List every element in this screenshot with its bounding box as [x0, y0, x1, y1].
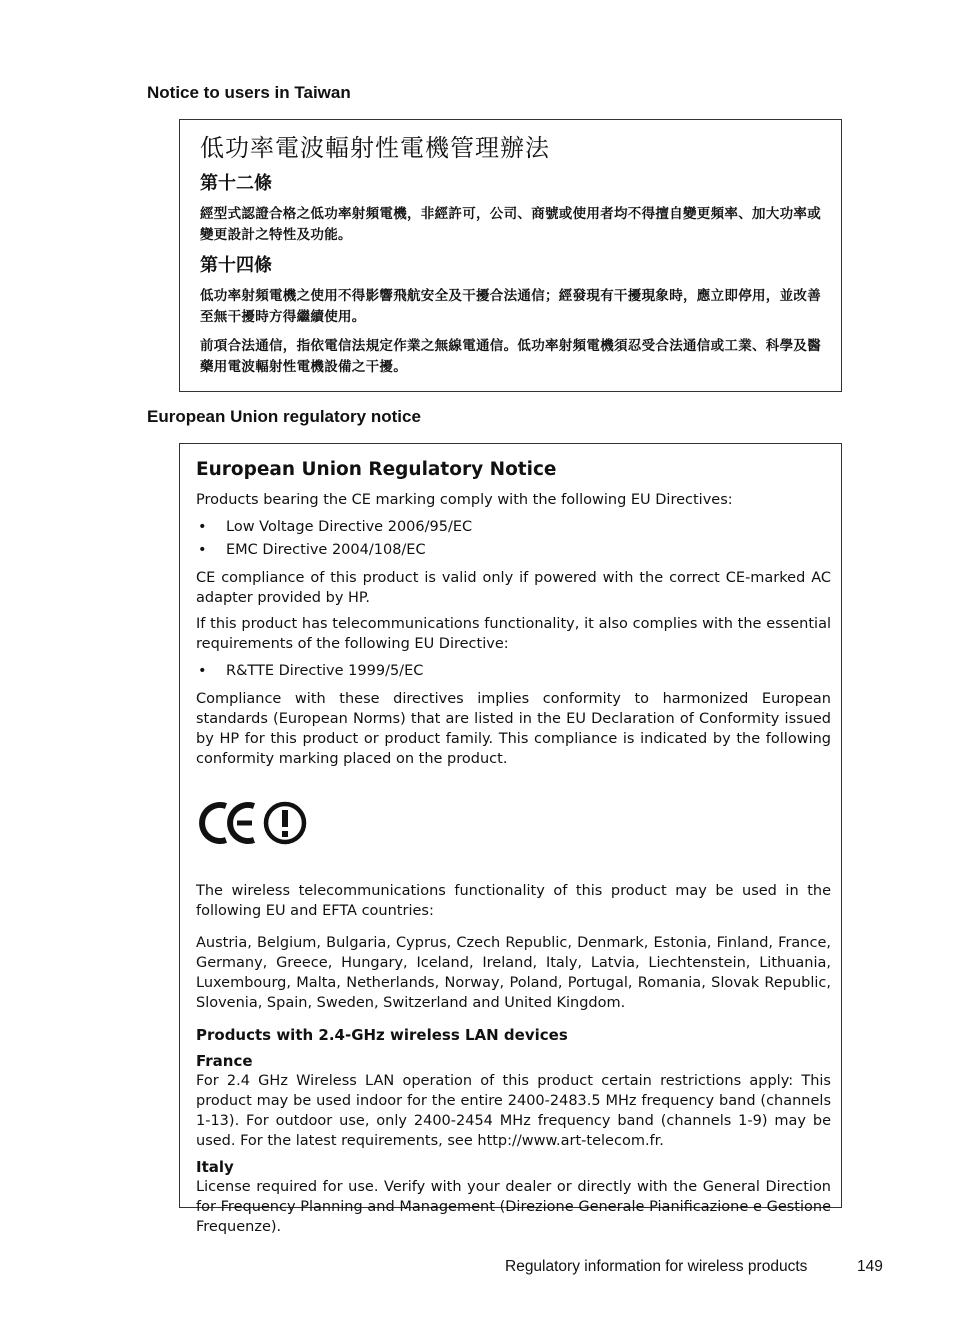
- eu-notice-content: [196, 458, 831, 1243]
- ce-mark-logo: [196, 793, 831, 853]
- footer-section-title: Regulatory information for wireless products: [505, 1258, 808, 1275]
- directive-item: • Low Voltage Directive 2006/95/EC: [196, 516, 831, 539]
- telecom-directive-list: [196, 660, 831, 683]
- wireless-lan-heading: Products with 2.4-GHz wireless LAN devices: [196, 1026, 568, 1044]
- italy-text: License required for use. Verify with your dealer or directly with the General Direction for Frequency Planning and Management (Direzione Generale Pianificazione e Gestione Frequenze).: [196, 1179, 831, 1235]
- ce-alert-icon: [196, 793, 316, 853]
- france-heading: France: [196, 1052, 253, 1070]
- taiwan-notice-title: 低功率電波輻射性電機管理辦法: [200, 134, 550, 162]
- taiwan-section-heading: Notice to users in Taiwan: [147, 83, 351, 102]
- article-14-title: 第十四條: [200, 255, 272, 276]
- article-12-title: 第十二條: [200, 173, 272, 194]
- wireless-intro-text: The wireless telecommunications functionality of this product may be used in the following EU and EFTA countries:: [196, 883, 831, 919]
- eu-notice-title: European Union Regulatory Notice: [196, 459, 557, 480]
- directive-item: • EMC Directive 2004/108/EC: [196, 539, 831, 562]
- ce-compliance-text: CE compliance of this product is valid only if powered with the correct CE-marked AC adapter provided by HP.: [196, 570, 831, 606]
- eu-intro-text: Products bearing the CE marking comply with the following EU Directives:: [196, 492, 733, 508]
- eu-notice-box: [179, 443, 842, 1235]
- directive-item: • R&TTE Directive 1999/5/EC: [196, 660, 831, 683]
- article-14-text-2: 前項合法通信，指依電信法規定作業之無線電通信。低功率射頻電機須忍受合法通信或工業、科學及醫藥用電波輻射性電機設備之干擾。: [200, 338, 821, 375]
- page-number: 149: [857, 1258, 883, 1275]
- countries-text: Austria, Belgium, Bulgaria, Cyprus, Czech Republic, Denmark, Estonia, Finland, France, Germany, Greece, Hungary, Iceland, Ireland, Italy, Latvia, Liechtenstein, Lithuania, Luxembourg, Malta, Netherlands, Norway, Poland, Portugal, Romania, Slovak Republic, Slovenia, Spain, Sweden, Switzerland and United Kingdom.: [196, 935, 831, 1011]
- taiwan-notice-content: [200, 132, 825, 378]
- conformity-text: Compliance with these directives implies conformity to harmonized European standards (European Norms) that are listed in the EU Declaration of Conformity issued by HP for this product or product family. This compliance is indicated by the following conformity marking placed on the product.: [196, 691, 831, 767]
- article-14-text-1: 低功率射頻電機之使用不得影響飛航安全及干擾合法通信；經發現有干擾現象時，應立即停用，並改善至無干擾時方得繼續使用。: [200, 288, 821, 325]
- france-text: For 2.4 GHz Wireless LAN operation of this product certain restrictions apply: This product may be used indoor for the entire 2400-2483.5 MHz frequency band (channels 1-13). For outdoor use, only 2400-2454 MHz frequency band (channels 1-9) may be used. For the latest requirements, see http://www.art-telecom.fr.: [196, 1073, 831, 1149]
- eu-directive-list: [196, 516, 831, 562]
- italy-heading: Italy: [196, 1158, 234, 1176]
- article-12-text: 經型式認證合格之低功率射頻電機，非經許可，公司、商號或使用者均不得擅自變更頻率、加大功率或變更設計之特性及功能。: [200, 206, 821, 243]
- telecom-intro-text: If this product has telecommunications functionality, it also complies with the essential requirements of the following EU Directive:: [196, 616, 831, 652]
- eu-section-heading: European Union regulatory notice: [147, 407, 421, 426]
- taiwan-notice-box: [179, 119, 842, 392]
